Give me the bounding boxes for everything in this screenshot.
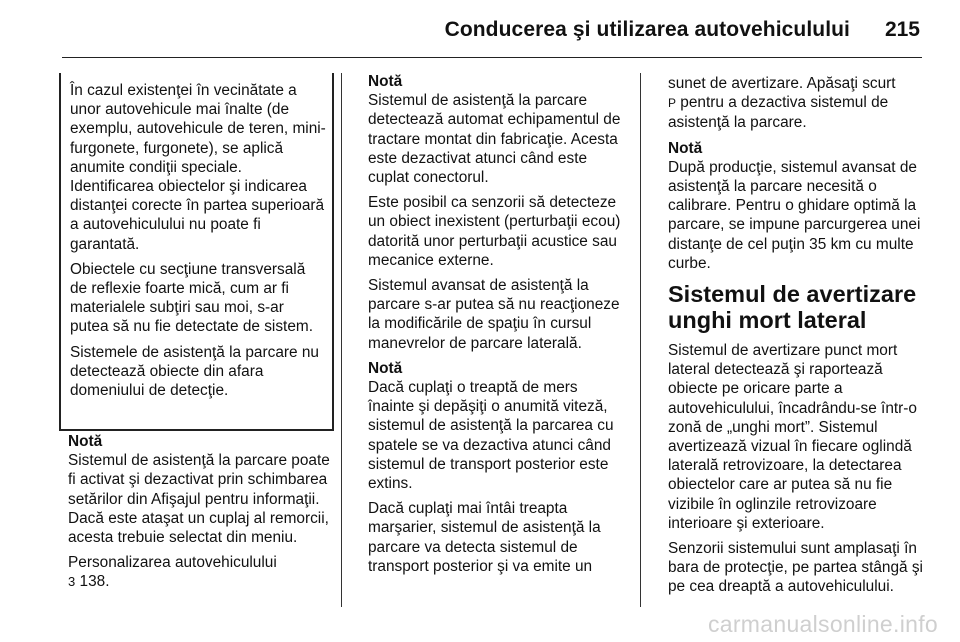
- section-heading: Sistemul de avertizare unghi mort lateral: [668, 281, 917, 334]
- page-number: 215: [884, 18, 920, 41]
- paragraph-continued: [668, 74, 924, 133]
- page-ref-icon: 3: [68, 574, 76, 590]
- parking-assist-icon: P: [668, 96, 677, 111]
- note-block: [368, 359, 626, 493]
- page-ref-link[interactable]: 138.: [79, 573, 110, 591]
- note-text: Dacă cuplaţi o treaptă de mers înainte şi depăşiţi o anumită viteză, sistemul de asistenţă la parcarea cu spatele se va dezactiva atunci când sistemul de transport posterior este extins.: [368, 379, 614, 493]
- note-text: Sistemul de asistenţă la parcare detectează automat echipamentul de tractare montat din fabricaţie. Acesta este dezactivat atunci când este cuplat conectorul.: [368, 92, 621, 187]
- paragraph: Senzorii sistemului sunt amplasaţi în bara de protecţie, pe partea stângă şi pe cea dreaptă a autovehiculului.: [668, 540, 923, 596]
- paragraph-text: sunet de avertizare. Apăsaţi scurt: [668, 75, 896, 92]
- column-2: [368, 72, 626, 582]
- note-block: [668, 139, 924, 273]
- note-label: Notă: [368, 359, 403, 377]
- info-box: [59, 73, 334, 431]
- note-label: Notă: [368, 73, 403, 90]
- page-header-title: Conducerea şi utilizarea autovehiculului: [444, 18, 850, 41]
- note-text: După producţie, sistemul avansat de asistenţă la parcare necesită o calibrare. Pentru o ghidare optimă la parcare, se impune parcurgerea unei distanţe de cel puţin 35 km cu multe curbe.: [668, 158, 921, 272]
- note-label: Notă: [668, 139, 703, 157]
- paragraph: Sistemul de avertizare punct mort lateral detectează şi raportează obiecte pe oricare parte a autovehiculului, încadrându-se într-o zonă de „unghi mort”. Sistemul avertizează vizual în fiecare oglindă laterală retrovizoare, la detectarea obiectelor care ar putea să nu fie vizibile în oglinzile retrovizoare interioare şi exterioare.: [668, 342, 917, 532]
- box-paragraph: Obiectele cu secţiune transversală de reflexie foarte mică, cum ar fi materialele subţiri sau moi, s-ar putea să nu fie detectate de sistem.: [70, 260, 313, 336]
- paragraph: Sistemul avansat de asistenţă la parcare s-ar putea să nu reacţioneze la modificările de spaţiu în cursul manevrelor de parcare laterală.: [368, 277, 620, 352]
- note-block: [368, 72, 626, 187]
- column-3: [668, 74, 924, 603]
- note-label: Notă: [68, 433, 103, 450]
- note-block: [68, 432, 330, 547]
- column-1: [68, 432, 330, 598]
- personalize-reference: [68, 553, 330, 591]
- box-paragraph: În cazul existenţei în vecinătate a unor autovehicule mai înalte (de exemplu, autovehicule de teren, mini-furgonete, furgonete), se aplică anumite condiţii speciale. Identificarea obiectelor şi indicarea distanţei corecte în partea superioară a autovehiculului nu poate fi garantată.: [70, 82, 326, 253]
- paragraph: Este posibil ca senzorii să detecteze un obiect inexistent (perturbaţii ecou) datorită unor perturbaţii acustice sau mecanice externe.: [368, 194, 621, 269]
- column-divider: [640, 73, 641, 607]
- paragraph: Dacă cuplaţi mai întâi treapta marşarier, sistemul de asistenţă la parcare va detecta sistemul de transport posterior şi va emite un: [368, 500, 601, 575]
- header-rule: [62, 57, 922, 58]
- watermark: carmanualsonline.info: [707, 611, 938, 637]
- note-text: Sistemul de asistenţă la parcare poate fi activat şi dezactivat prin schimbarea setărilor din Afişajul pentru informaţii. Dacă este ataşat un cuplaj al remorcii, acesta trebuie selectat din meniu.: [68, 452, 330, 547]
- personalize-text: Personalizarea autovehiculului: [68, 554, 277, 572]
- paragraph-text: pentru a dezactiva sistemul de asistenţă la parcare.: [668, 94, 889, 132]
- page-header: [0, 0, 960, 64]
- column-divider: [341, 73, 342, 607]
- box-paragraph: Sistemele de asistenţă la parcare nu detectează obiecte din afara domeniului de detecţie.: [70, 343, 319, 400]
